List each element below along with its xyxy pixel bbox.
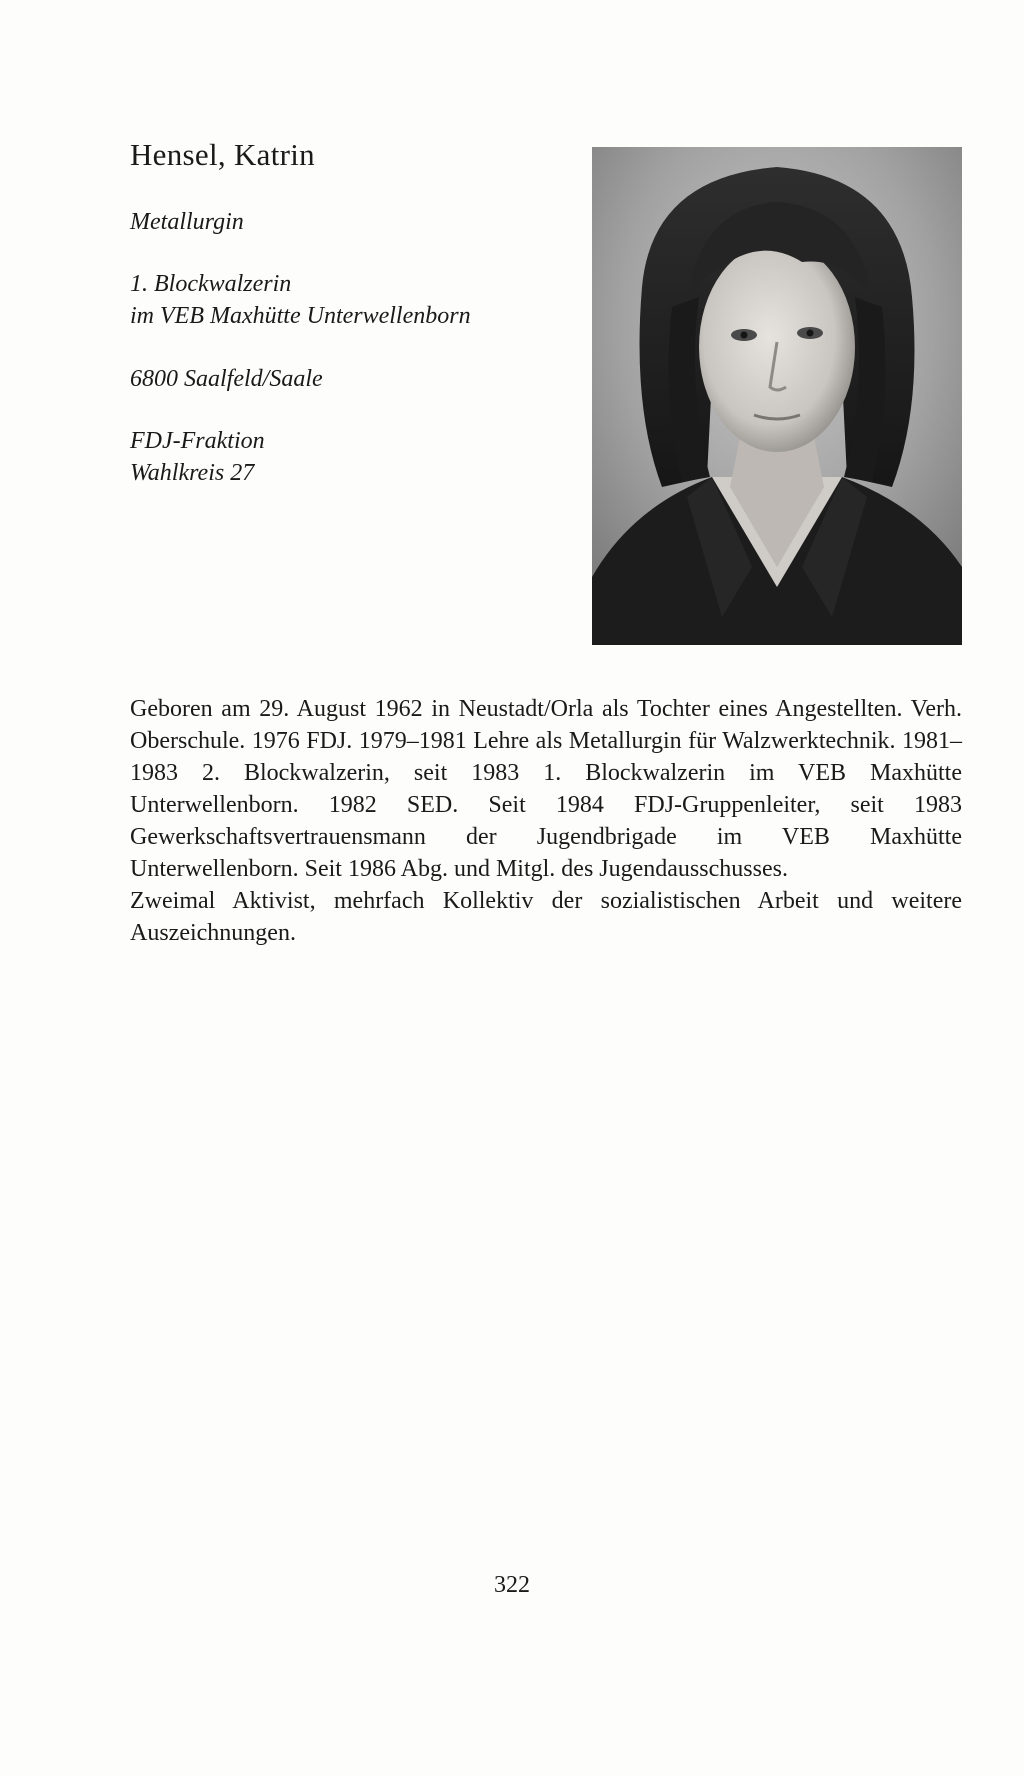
- biography-paragraph-1: Geboren am 29. August 1962 in Neustadt/Orla als Tochter eines Angestellten. Verh. Oberschule. 1976 FDJ. 1979–1981 Lehre als Metallurgin für Walzwerktechnik. 1981–1983 2. Blockwalzerin, seit 1983 1. Blockwalzerin im VEB Maxhütte Unterwellenborn. 1982 SED. Seit 1984 FDJ-Gruppenleiter, seit 1983 Gewerkschaftsvertrauensmann der Jugendbrigade im VEB Maxhütte Unterwellenborn. Seit 1986 Abg. und Mitgl. des Jugendausschusses.: [130, 696, 962, 882]
- portrait-photo: [592, 147, 962, 645]
- entry-profession: [130, 206, 244, 238]
- entry-position: [130, 268, 471, 332]
- biography: [130, 693, 962, 949]
- address-line: 6800 Saalfeld/Saale: [130, 366, 323, 392]
- portrait-illustration: [592, 147, 962, 645]
- position-line-1: 1. Blockwalzerin: [130, 271, 292, 297]
- fraction-line-1: FDJ-Fraktion: [130, 428, 265, 454]
- position-line-2: im VEB Maxhütte Unterwellenborn: [130, 303, 471, 329]
- page-number: 322: [494, 1572, 530, 1598]
- entry-fraction: [130, 425, 265, 489]
- fraction-line-2: Wahlkreis 27: [130, 460, 255, 486]
- biography-paragraph-2: Zweimal Aktivist, mehrfach Kollektiv der sozialistischen Arbeit und weitere Auszeichnungen.: [130, 888, 962, 946]
- entry-name: Hensel, Katrin: [130, 137, 315, 172]
- entry-address: [130, 363, 323, 395]
- profession-line: Metallurgin: [130, 209, 244, 235]
